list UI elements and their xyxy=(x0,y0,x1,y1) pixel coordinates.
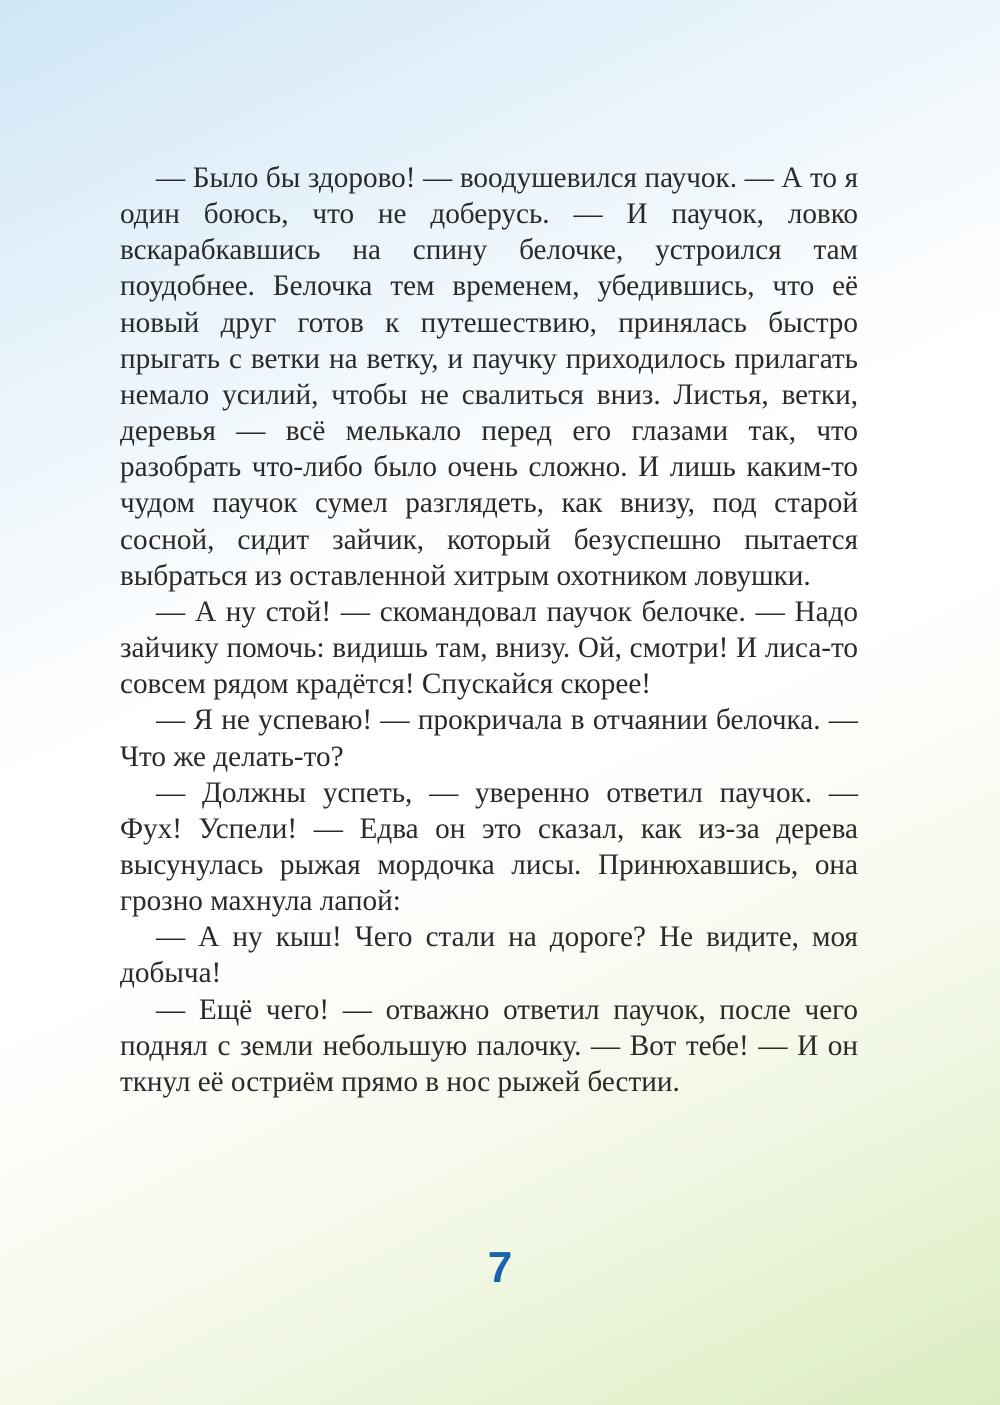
paragraph-5: — А ну кыш! Чего стали на дороге? Не видите, моя добыча! xyxy=(120,921,858,990)
paragraph-1: — Было бы здорово! — воодушевился паучок. — А то я один боюсь, что не доберусь. — И паучок, ловко вскарабкавшись на спину белочке, устроился там поудобнее. Белочка тем временем, убедившись, что её новый друг готов к путешествию, принялась быстро прыгать с ветки на ветку, и паучку приходилось прилагать немало усилий, чтобы не свалиться вниз. Листья, ветки, деревья — всё мелькало перед его глазами так, что разобрать что-либо было очень сложно. И лишь каким-то чудом паучок сумел разглядеть, как внизу, под старой сосной, сидит зайчик, который безуспешно пытается выбраться из оставленной хитрым охотником ловушки. xyxy=(120,162,858,592)
paragraph-4: — Должны успеть, — уверенно ответил паучок. — Фух! Успели! — Едва он это сказал, как из-за дерева высунулась рыжая мордочка лисы. Принюхавшись, она грозно махнула лапой: xyxy=(120,776,858,918)
story-text xyxy=(120,160,858,1100)
paragraph-3: — Я не успеваю! — прокричала в отчаянии белочка. — Что же делать-то? xyxy=(120,704,858,773)
page-number: 7 xyxy=(487,1243,513,1292)
paragraph-2: — А ну стой! — скомандовал паучок белочке. — Надо зайчику помочь: видишь там, внизу. Ой, смотри! И лиса-то совсем рядом крадётся! Спускайся скорее! xyxy=(120,595,858,701)
paragraph-6: — Ещё чего! — отважно ответил паучок, после чего поднял с земли небольшую палочку. — Вот тебе! — И он ткнул её остриём прямо в нос рыжей бестии. xyxy=(120,993,858,1098)
